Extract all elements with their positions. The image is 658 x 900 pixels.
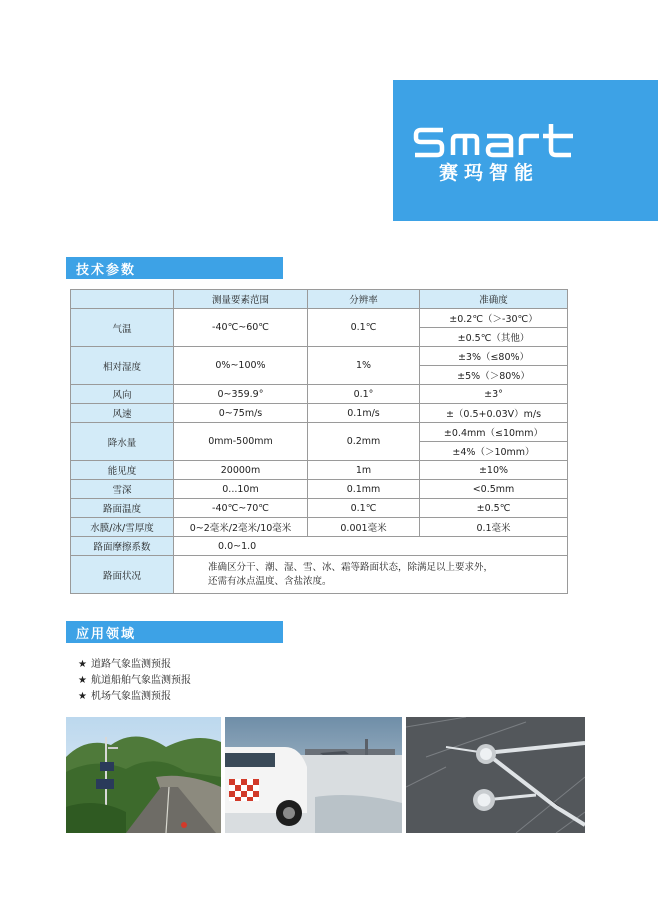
tech-params-title: 技术参数 bbox=[76, 263, 137, 278]
road-condition-description bbox=[174, 556, 568, 594]
table-row bbox=[71, 461, 568, 480]
table-row bbox=[71, 404, 568, 423]
table-row bbox=[71, 347, 568, 366]
row-label: 路面状况 bbox=[71, 556, 174, 594]
star-icon: ★ bbox=[78, 691, 87, 702]
range-cell: 0~2毫米/2毫米/10毫米 bbox=[174, 518, 308, 537]
row-label: 降水量 bbox=[71, 423, 174, 461]
star-icon: ★ bbox=[78, 659, 87, 670]
table-row bbox=[71, 423, 568, 442]
resolution-cell: 0.1° bbox=[308, 385, 420, 404]
row-label: 风向 bbox=[71, 385, 174, 404]
accuracy-cell: ±3° bbox=[420, 385, 568, 404]
resolution-cell: 0.1m/s bbox=[308, 404, 420, 423]
resolution-cell: 0.1mm bbox=[308, 480, 420, 499]
table-row bbox=[71, 309, 568, 328]
airport-runway-vehicle-photo bbox=[225, 717, 402, 833]
accuracy-cell: ±10% bbox=[420, 461, 568, 480]
road-surface-sensor-photo bbox=[406, 717, 585, 833]
table-row bbox=[71, 518, 568, 537]
list-item bbox=[78, 657, 191, 673]
application-item-label: 道路气象监测预报 bbox=[90, 659, 171, 670]
description-line: 还需有冰点温度、含盐浓度。 bbox=[208, 575, 332, 587]
row-label: 能见度 bbox=[71, 461, 174, 480]
accuracy-cell: <0.5mm bbox=[420, 480, 568, 499]
table-header-cell: 测量要素范围 bbox=[174, 290, 308, 309]
accuracy-cell: ±0.4mm（≤10mm） bbox=[420, 423, 568, 442]
application-item-label: 航道船舶气象监测预报 bbox=[90, 675, 191, 686]
range-cell: 0%~100% bbox=[174, 347, 308, 385]
mountain-road-weather-station-photo bbox=[66, 717, 221, 833]
application-list bbox=[78, 657, 191, 705]
row-label: 路面摩擦系数 bbox=[71, 537, 174, 556]
accuracy-cell: 0.1毫米 bbox=[420, 518, 568, 537]
tech-params-section-header bbox=[66, 257, 283, 279]
row-label: 水膜/冰/雪厚度 bbox=[71, 518, 174, 537]
accuracy-cell: ±0.5℃ bbox=[420, 499, 568, 518]
range-cell: 0.0~1.0 bbox=[174, 537, 568, 556]
resolution-cell: 0.2mm bbox=[308, 423, 420, 461]
row-label: 气温 bbox=[71, 309, 174, 347]
resolution-cell: 0.001毫米 bbox=[308, 518, 420, 537]
table-header-row bbox=[71, 290, 568, 309]
resolution-cell: 1% bbox=[308, 347, 420, 385]
range-cell: 0...10m bbox=[174, 480, 308, 499]
row-label: 雪深 bbox=[71, 480, 174, 499]
accuracy-cell: ±3%（≤80%） bbox=[420, 347, 568, 366]
brand-logo-block bbox=[393, 80, 658, 221]
range-cell: -40℃~70℃ bbox=[174, 499, 308, 518]
list-item bbox=[78, 673, 191, 689]
resolution-cell: 0.1℃ bbox=[308, 499, 420, 518]
row-label: 风速 bbox=[71, 404, 174, 423]
spec-table bbox=[70, 289, 568, 594]
accuracy-cell: ±（0.5+0.03V）m/s bbox=[420, 404, 568, 423]
row-label: 路面温度 bbox=[71, 499, 174, 518]
row-label: 相对湿度 bbox=[71, 347, 174, 385]
range-cell: -40℃~60℃ bbox=[174, 309, 308, 347]
range-cell: 0mm-500mm bbox=[174, 423, 308, 461]
application-section-header bbox=[66, 621, 283, 643]
range-cell: 0~75m/s bbox=[174, 404, 308, 423]
application-item-label: 机场气象监测预报 bbox=[90, 691, 171, 702]
smart-logo-wordmark bbox=[413, 120, 575, 162]
brand-name-cn: 赛玛智能 bbox=[439, 162, 540, 184]
application-title: 应用领域 bbox=[76, 627, 137, 642]
table-row bbox=[71, 556, 568, 594]
table-header-cell bbox=[71, 290, 174, 309]
table-row bbox=[71, 480, 568, 499]
table-row bbox=[71, 537, 568, 556]
accuracy-cell: ±0.5℃（其他） bbox=[420, 328, 568, 347]
table-header-cell: 准确度 bbox=[420, 290, 568, 309]
accuracy-cell: ±0.2℃（＞-30℃） bbox=[420, 309, 568, 328]
star-icon: ★ bbox=[78, 675, 87, 686]
resolution-cell: 1m bbox=[308, 461, 420, 480]
accuracy-cell: ±5%（＞80%） bbox=[420, 366, 568, 385]
table-header-cell: 分辨率 bbox=[308, 290, 420, 309]
range-cell: 0~359.9° bbox=[174, 385, 308, 404]
range-cell: 20000m bbox=[174, 461, 308, 480]
table-row bbox=[71, 499, 568, 518]
accuracy-cell: ±4%（＞10mm） bbox=[420, 442, 568, 461]
resolution-cell: 0.1℃ bbox=[308, 309, 420, 347]
table-row bbox=[71, 385, 568, 404]
list-item bbox=[78, 689, 191, 705]
description-line: 准确区分干、潮、湿、雪、冰、霜等路面状态，除满足以上要求外， bbox=[208, 561, 494, 573]
